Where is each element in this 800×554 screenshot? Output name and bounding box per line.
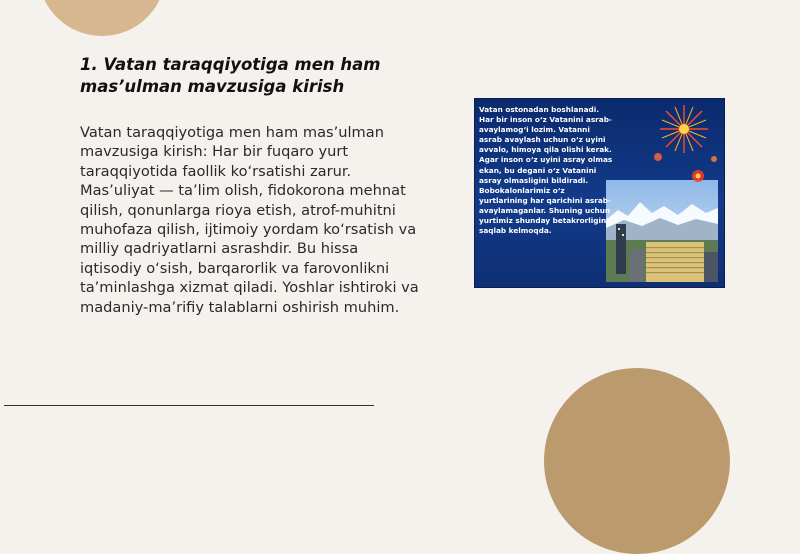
fireworks-graphic — [644, 99, 724, 169]
decorative-circle-top — [38, 0, 166, 36]
slide-title: 1. Vatan taraqqiyotiga men ham mas’ulman mavzusiga kirish — [80, 55, 381, 96]
firework-small-graphic — [687, 169, 709, 183]
footer-divider — [4, 405, 374, 406]
cityscape-graphic — [606, 180, 718, 282]
poster-image — [475, 99, 724, 287]
poster-text: Vatan ostonadan boshlanadi. Har bir inson o‘z Vatanini asrab-avaylamog‘i lozim. Vatanni asrab avaylash uchun o‘z uyini avvalo, himoya qila olishi kerak. Agar inson o‘z uyini asray olmas ekan, bu degani o‘z Vatanini asray olmasligini bildiradi. Bobokalonlarimiz o‘z yurtlarining har qarichini asrab-avaylamaganlar. Shuning uchun yurtimiz shunday betakrorligini saqlab kelmoqda. — [479, 105, 613, 236]
slide-body-text: Vatan taraqqiyotiga men ham mas’ulman mavzusiga kirish: Har bir fuqaro yurt taraqqiyotida faollik ko‘rsatishi zarur. Mas’uliyat — ta’lim olish, fidokorona mehnat qilish, qonunlarga rioya etish, atrof-muhitni muhofaza qilish, ijtimoiy yordam ko‘rsatish va milliy qadriyatlarni asrashdir. Bu hissa iqtisodiy o‘sish, barqarorlik va farovonlikni ta’minlashga xizmat qiladi. Yoshlar ishtiroki va madaniy-ma’rifiy talablarni oshirish muhim. — [80, 124, 419, 316]
decorative-circle-bottom — [544, 368, 730, 554]
